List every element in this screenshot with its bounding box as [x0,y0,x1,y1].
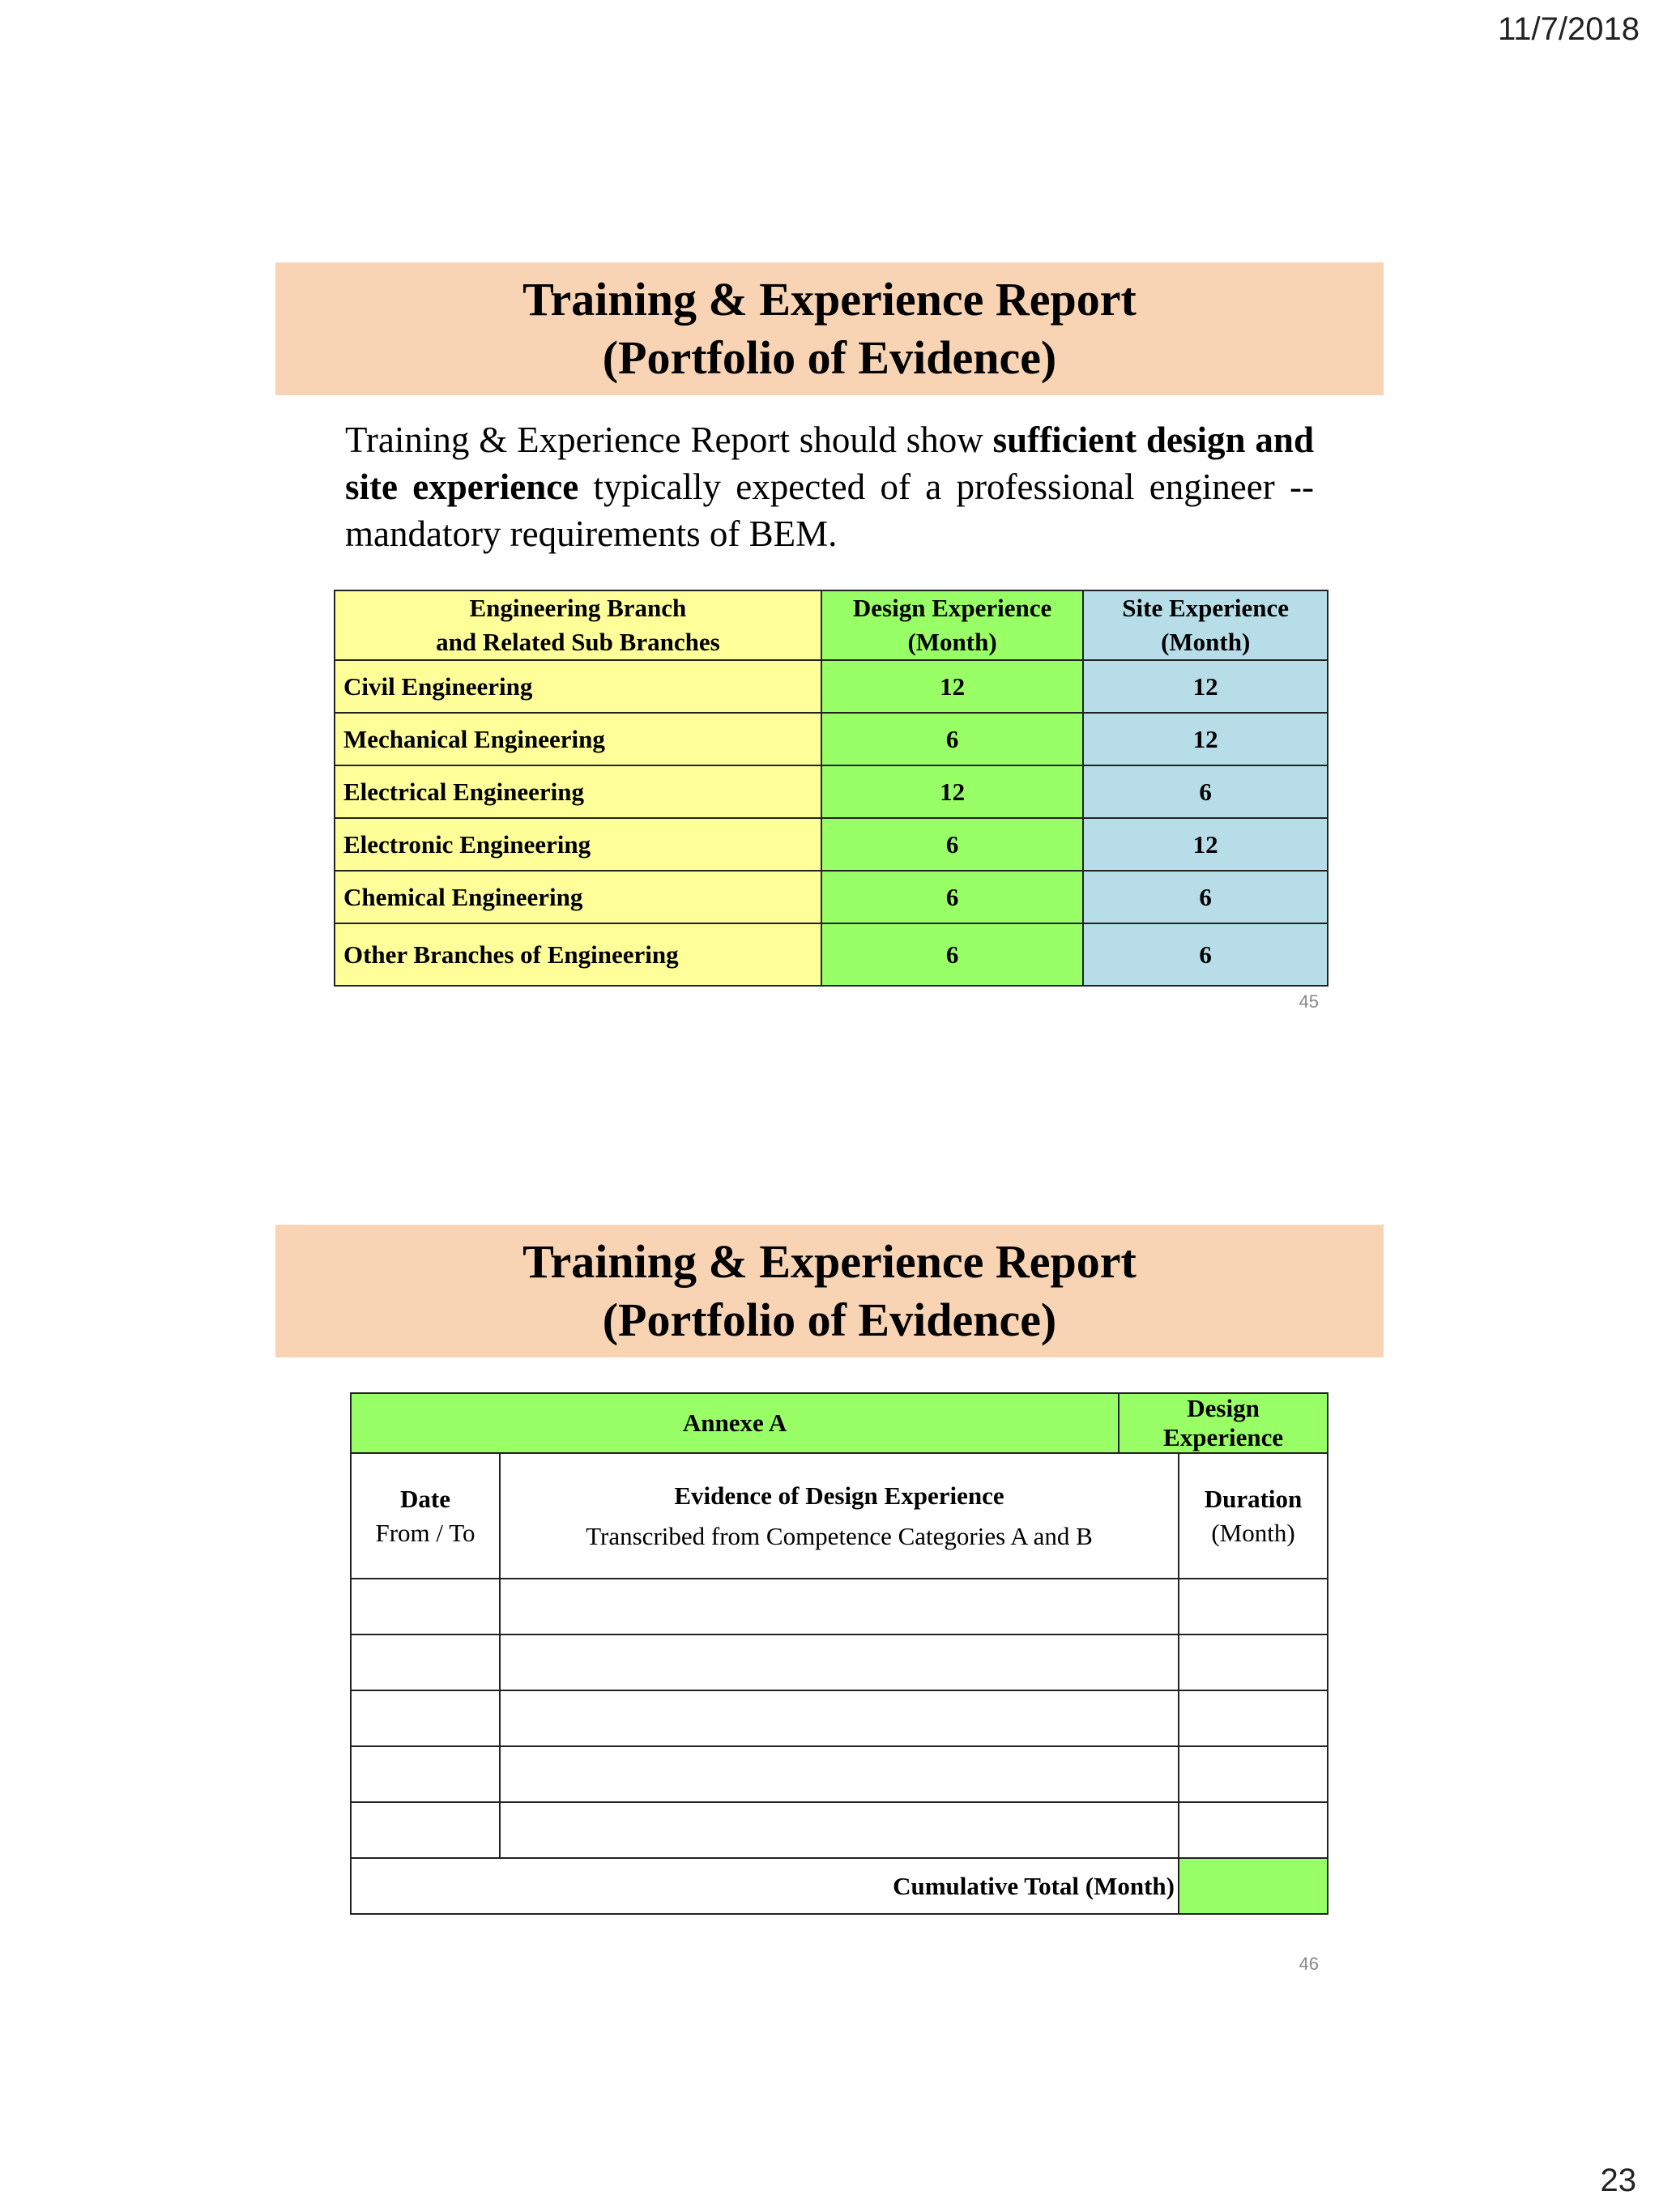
table-row [351,1690,1328,1746]
site-cell: 12 [1083,713,1328,765]
date-cell[interactable] [351,1634,500,1690]
duration-header-sub: (Month) [1211,1518,1295,1547]
document-date: 11/7/2018 [1498,11,1640,47]
annex-label: Annexe A [351,1393,1119,1453]
table-row [335,765,1328,818]
intro-text-bold: sufficient design and site experience [345,420,1314,507]
evidence-header-sub: Transcribed from Competence Categories A and B [586,1521,1093,1550]
evidence-cell[interactable] [500,1746,1179,1802]
slide-title-band [275,262,1384,395]
slide-46 [275,1225,1384,1986]
cumulative-total-cell[interactable] [1179,1858,1328,1914]
site-header [1083,590,1328,660]
date-cell[interactable] [351,1690,500,1746]
duration-cell[interactable] [1179,1690,1328,1746]
design-cell: 12 [821,660,1084,713]
table-row [351,1634,1328,1690]
branch-cell: Civil Engineering [335,660,821,713]
table-header-row [335,590,1328,660]
table-row [351,1802,1328,1858]
document-page-number: 23 [1600,2163,1636,2198]
evidence-cell[interactable] [500,1579,1179,1634]
experience-requirements-table [334,590,1328,987]
evidence-cell[interactable] [500,1634,1179,1690]
column-header-row [351,1453,1328,1579]
evidence-cell[interactable] [500,1802,1179,1858]
site-cell: 12 [1083,660,1328,713]
date-header-sub: From / To [375,1518,476,1547]
site-cell: 6 [1083,923,1328,986]
date-header [351,1453,500,1579]
table-row [335,660,1328,713]
slide-title-line1: Training & Experience Report [522,273,1137,326]
table-row [335,923,1328,986]
site-cell: 6 [1083,765,1328,818]
slide-45 [275,262,1384,1024]
cumulative-total-label: Cumulative Total (Month) [351,1858,1179,1914]
site-header-line2: (Month) [1161,628,1251,656]
date-cell[interactable] [351,1579,500,1634]
duration-cell[interactable] [1179,1746,1328,1802]
evidence-header-title: Evidence of Design Experience [674,1481,1004,1510]
date-header-title: Date [400,1484,450,1513]
design-cell: 6 [821,871,1084,923]
table-row [335,871,1328,923]
branch-cell: Electrical Engineering [335,765,821,818]
site-header-line1: Site Experience [1122,594,1290,622]
slide-title-line2: (Portfolio of Evidence) [602,1294,1057,1346]
section-label: Design Experience [1119,1393,1328,1453]
branch-cell: Other Branches of Engineering [335,923,821,986]
design-cell: 6 [821,818,1084,871]
site-cell: 6 [1083,871,1328,923]
duration-header [1179,1453,1328,1579]
table-row [351,1579,1328,1634]
evidence-header [500,1453,1179,1579]
slide-number: 45 [1299,991,1319,1012]
date-cell[interactable] [351,1802,500,1858]
design-header-line1: Design Experience [852,594,1052,622]
table-row [351,1746,1328,1802]
branch-header-line1: Engineering Branch [469,594,687,622]
duration-cell[interactable] [1179,1802,1328,1858]
intro-text-part2: typically expected of a professional engineer -- mandatory requirements of BEM. [345,467,1314,554]
branch-cell: Chemical Engineering [335,871,821,923]
branch-cell: Mechanical Engineering [335,713,821,765]
slide-number: 46 [1299,1954,1319,1974]
branch-header [335,590,821,660]
duration-cell[interactable] [1179,1579,1328,1634]
slide-title-line1: Training & Experience Report [522,1235,1137,1288]
intro-text-part1: Training & Experience Report should show [345,420,993,460]
duration-cell[interactable] [1179,1634,1328,1690]
annex-a-design-table [350,1392,1328,1915]
design-cell: 12 [821,765,1084,818]
design-header [821,590,1084,660]
annex-header-row [351,1393,1328,1453]
site-cell: 12 [1083,818,1328,871]
evidence-cell[interactable] [500,1690,1179,1746]
intro-paragraph [345,416,1314,557]
slide-title-line2: (Portfolio of Evidence) [602,331,1057,384]
branch-cell: Electronic Engineering [335,818,821,871]
date-cell[interactable] [351,1746,500,1802]
table-row [335,713,1328,765]
slide-title-band [275,1225,1384,1357]
design-cell: 6 [821,923,1084,986]
table-row [335,818,1328,871]
total-row [351,1858,1328,1914]
design-header-line2: (Month) [907,628,997,656]
design-cell: 6 [821,713,1084,765]
branch-header-line2: and Related Sub Branches [436,628,720,656]
duration-header-title: Duration [1204,1484,1303,1513]
